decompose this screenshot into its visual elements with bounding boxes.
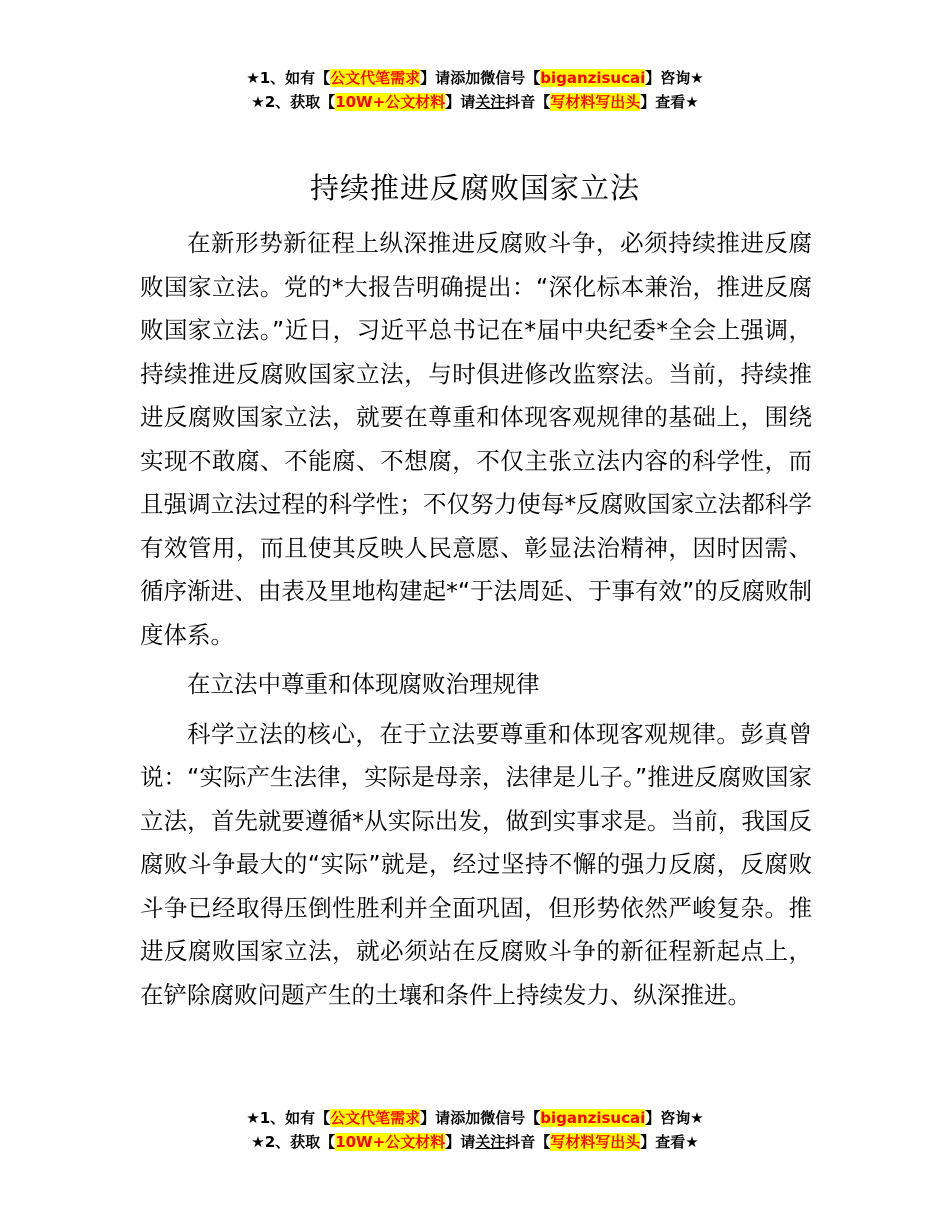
banner-highlight: biganzisucai (540, 1109, 646, 1127)
banner-line-2 (0, 1130, 950, 1154)
banner-highlight: 公文代笔需求 (330, 1109, 421, 1127)
banner-highlight: 写材料写出头 (550, 1133, 641, 1151)
banner-text: 微信号【 (480, 69, 541, 87)
banner-highlight: biganzisucai (540, 69, 646, 87)
banner-text: 】请 (445, 93, 476, 111)
paragraph: 在新形势新征程上纵深推进反腐败斗争，必须持续推进反腐败国家立法。党的*大报告明确提出：“深化标本兼治，推进反腐败国家立法。”近日，习近平总书记在*届中央纪委*全会上强调，持续推进反腐败国家立法，与时俱进修改监察法。当前，持续推进反腐败国家立法，就要在尊重和体现客观规律的基础上，围绕实现不敢腐、不能腐、不想腐，不仅主张立法内容的科学性，而且强调立法过程的科学性；不仅努力使每*反腐败国家立法都科学有效管用，而且使其反映人民意愿、彰显法治精神，因时因需、循序渐进、由表及里地构建起*“于法周延、于事有效”的反腐败制度体系。 (140, 229, 812, 649)
banner-underline-text: 关注 (475, 93, 506, 111)
banner-text: 】请 (420, 69, 451, 87)
banner-text: 】查看★ (640, 1133, 699, 1151)
banner-text: 微信号【 (480, 1109, 541, 1127)
banner-underline-text: 关注 (475, 1133, 506, 1151)
footer-banner (0, 1106, 950, 1154)
banner-text: 抖音【 (505, 1133, 551, 1151)
paragraph: 科学立法的核心，在于立法要尊重和体现客观规律。彭真曾说：“实际产生法律，实际是母亲，法律是儿子。”推进反腐败国家立法，首先就要遵循*从实际出发，做到实事求是。当前，我国反腐败斗争最大的“实际”就是，经过坚持不懈的强力反腐，反腐败斗争已经取得压倒性胜利并全面巩固，但形势依然严峻复杂。推进反腐败国家立法，就必须站在反腐败斗争的新征程新起点上，在铲除腐败问题产生的土壤和条件上持续发力、纵深推进。 (140, 719, 812, 1009)
banner-highlight: 公文代笔需求 (330, 69, 421, 87)
banner-text: ★2、获取【 (251, 1133, 336, 1151)
banner-text: 】咨询★ (645, 69, 704, 87)
banner-highlight: 10W+公文材料 (335, 1133, 446, 1151)
banner-highlight: 10W+公文材料 (335, 93, 446, 111)
section-heading: 在立法中尊重和体现腐败治理规律 (187, 670, 540, 698)
document-title: 持续推进反腐败国家立法 (309, 171, 640, 205)
banner-highlight: 写材料写出头 (550, 93, 641, 111)
banner-text: ★2、获取【 (251, 93, 336, 111)
banner-line-2 (0, 90, 950, 114)
banner-line-1 (0, 66, 950, 90)
banner-text: 添加 (450, 69, 481, 87)
banner-text: ★1、如有【 (246, 1109, 331, 1127)
banner-text: 】查看★ (640, 93, 699, 111)
banner-text: 添加 (450, 1109, 481, 1127)
document-body (140, 222, 812, 1023)
banner-text: 抖音【 (505, 93, 551, 111)
banner-text: 】请 (445, 1133, 476, 1151)
banner-text: ★1、如有【 (246, 69, 331, 87)
banner-text: 】请 (420, 1109, 451, 1127)
banner-text: 】咨询★ (645, 1109, 704, 1127)
banner-line-1 (0, 1106, 950, 1130)
header-banner (0, 66, 950, 114)
